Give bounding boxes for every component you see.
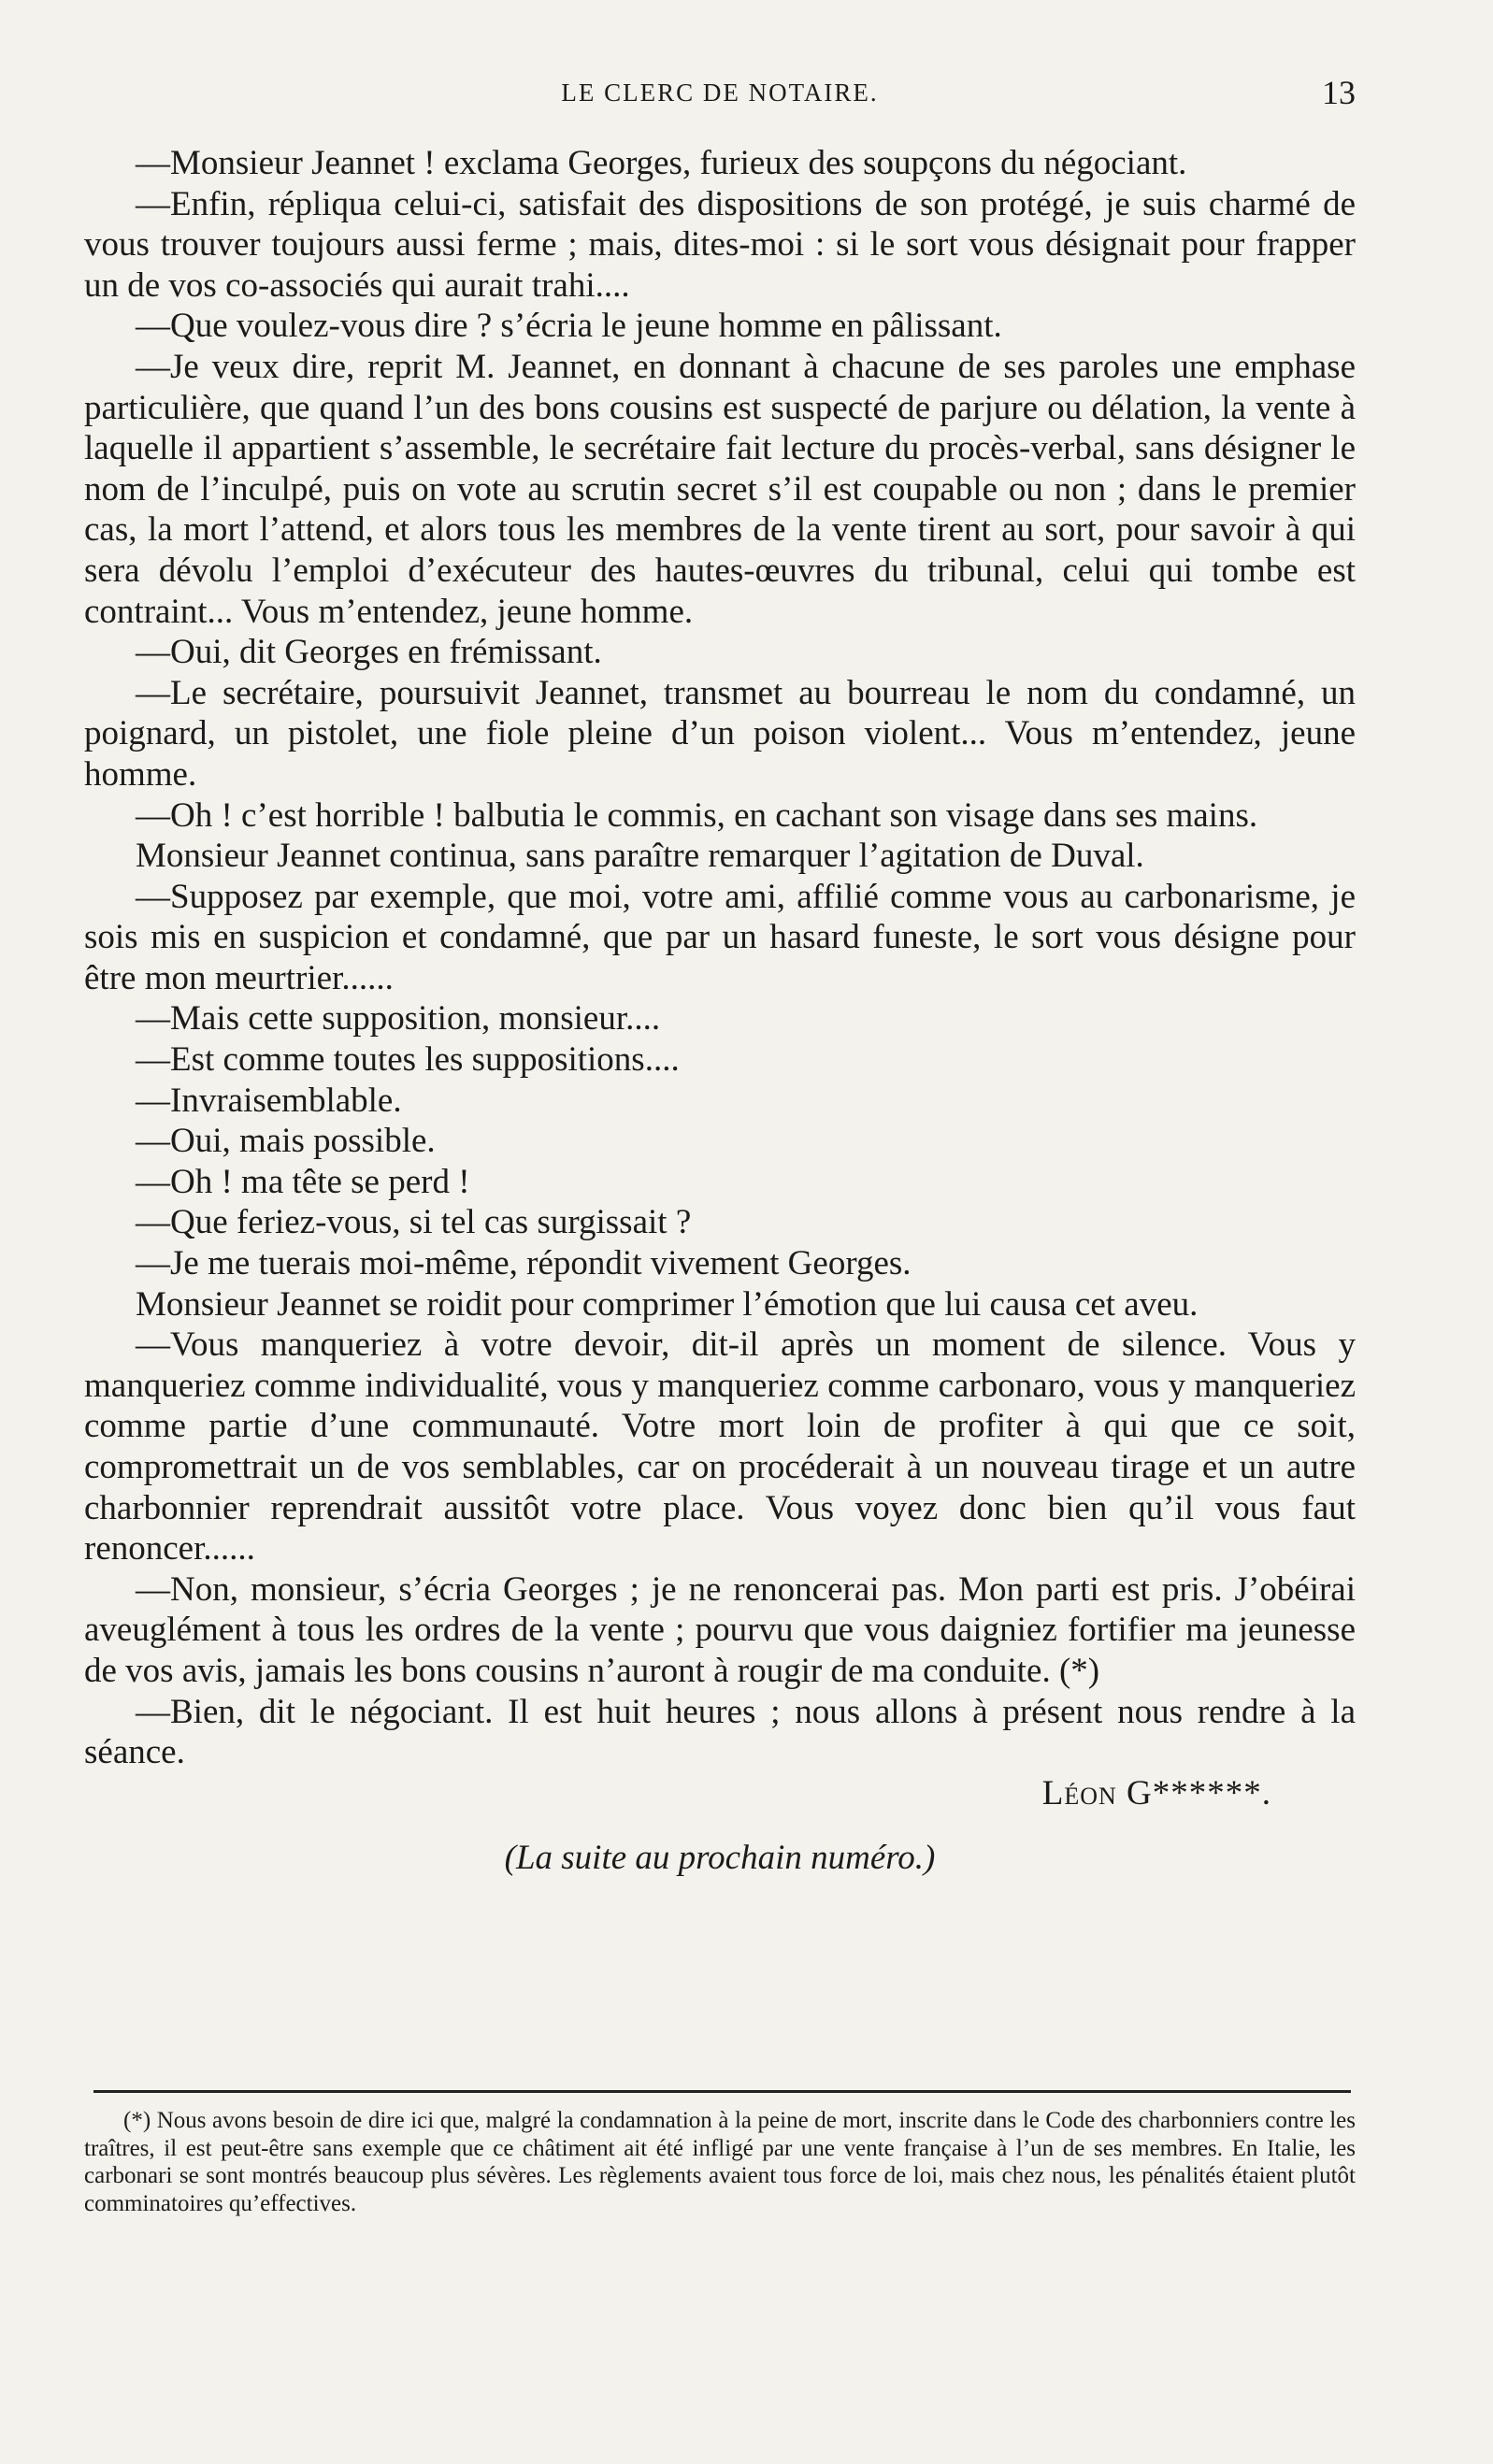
paragraph: —Oui, dit Georges en frémissant. xyxy=(136,633,602,672)
paragraph: —Le secrétaire, poursuivit Jeannet, transmet au bourreau le nom du condamné, un poignard, un pistolet, une fiole pleine d’un poison violent... Vous m’entendez, jeune homme. xyxy=(84,673,1356,794)
running-title: LE CLERC DE NOTAIRE. xyxy=(561,79,879,107)
paragraph: —Monsieur Jeannet ! exclama Georges, furieux des soupçons du négociant. xyxy=(136,144,1187,182)
footnote: (*) Nous avons besoin de dire ici que, malgré la condamnation à la peine de mort, inscrite dans le Code des charbonniers contre les traîtres, il est peut-être sans exemple que ce châtiment ait été infligé par une vente française à l’un de ses membres. En Italie, les carbonari se sont montrés beaucoup plus sévères. Les règlements avaient tous force de loi, mais chez nous, les pénalités étaient plutôt comminatoires qu’effectives. xyxy=(84,2108,1356,2216)
body-text xyxy=(84,143,1356,1879)
paragraph: —Je me tuerais moi-même, répondit vivement Georges. xyxy=(136,1244,912,1283)
paragraph: —Est comme toutes les suppositions.... xyxy=(136,1040,680,1080)
continuation-note: (La suite au prochain numéro.) xyxy=(504,1839,936,1878)
page-number: 13 xyxy=(1322,74,1356,111)
paragraph: —Oui, mais possible. xyxy=(136,1122,436,1161)
paragraph: —Enfin, répliqua celui-ci, satisfait des dispositions de son protégé, je suis charmé de vous trouver toujours aussi ferme ; mais, dites-moi : si le sort vous désignait pour frapper un de vos co-associés qui aurait trahi.... xyxy=(84,184,1356,305)
paragraph: —Bien, dit le négociant. Il est huit heures ; nous allons à présent nous rendre à la séance. xyxy=(84,1692,1356,1772)
paragraph: —Invraisemblable. xyxy=(136,1081,402,1120)
footnote-rule xyxy=(93,2090,1351,2093)
paragraph: —Mais cette supposition, monsieur.... xyxy=(136,999,661,1039)
paragraph: —Que feriez-vous, si tel cas surgissait ? xyxy=(136,1203,692,1242)
paragraph: Monsieur Jeannet se roidit pour comprimer l’émotion que lui causa cet aveu. xyxy=(136,1284,1199,1324)
paragraph: —Non, monsieur, s’écria Georges ; je ne renoncerai pas. Mon parti est pris. J’obéirai aveuglément à tous les ordres de la vente ; pourvu que vous daigniez fortifier ma jeunesse de vos avis, jamais les bons cousins n’auront à rougir de ma conduite. (*) xyxy=(84,1569,1356,1690)
paragraph: —Que voulez-vous dire ? s’écria le jeune homme en pâlissant. xyxy=(136,307,1002,346)
paragraph: —Oh ! c’est horrible ! balbutia le commis, en cachant son visage dans ses mains. xyxy=(136,795,1258,835)
paragraph: —Je veux dire, reprit M. Jeannet, en donnant à chacune de ses paroles une emphase particulière, que quand l’un des bons cousins est suspecté de parjure ou délation, la vente à laquelle il appartient s’assemble, le secrétaire fait lecture du procès-verbal, sans désigner le nom de l’inculpé, puis on vote au scrutin secret s’il est coupable ou non ; dans le premier cas, la mort l’attend, et alors tous les membres de la vente tirent au sort, pour savoir à qui sera dévolu l’emploi d’exécuteur des hautes-œuvres du tribunal, celui qui tombe est contraint... Vous m’entendez, jeune homme. xyxy=(84,347,1356,631)
paragraph: —Vous manqueriez à votre devoir, dit-il après un moment de silence. Vous y manqueriez comme individualité, vous y manqueriez comme carbonaro, vous y manqueriez comme partie d’une communauté. Votre mort loin de profiter à qui que ce soit, compromettrait un de vos semblables, car on procéderait à un nouveau tirage et un autre charbonnier reprendrait aussitôt votre place. Vous voyez donc bien qu’il vous faut renoncer...... xyxy=(84,1325,1356,1569)
paragraph: —Oh ! ma tête se perd ! xyxy=(136,1162,470,1201)
running-head xyxy=(84,73,1356,110)
author-signature: Léon G******. xyxy=(1041,1773,1271,1812)
paragraph: —Supposez par exemple, que moi, votre ami, affilié comme vous au carbonarisme, je sois mis en suspicion et condamné, que par un hasard funeste, le sort vous désigne pour être mon meurtrier...... xyxy=(84,877,1356,997)
paragraph: Monsieur Jeannet continua, sans paraître remarquer l’agitation de Duval. xyxy=(136,837,1144,876)
